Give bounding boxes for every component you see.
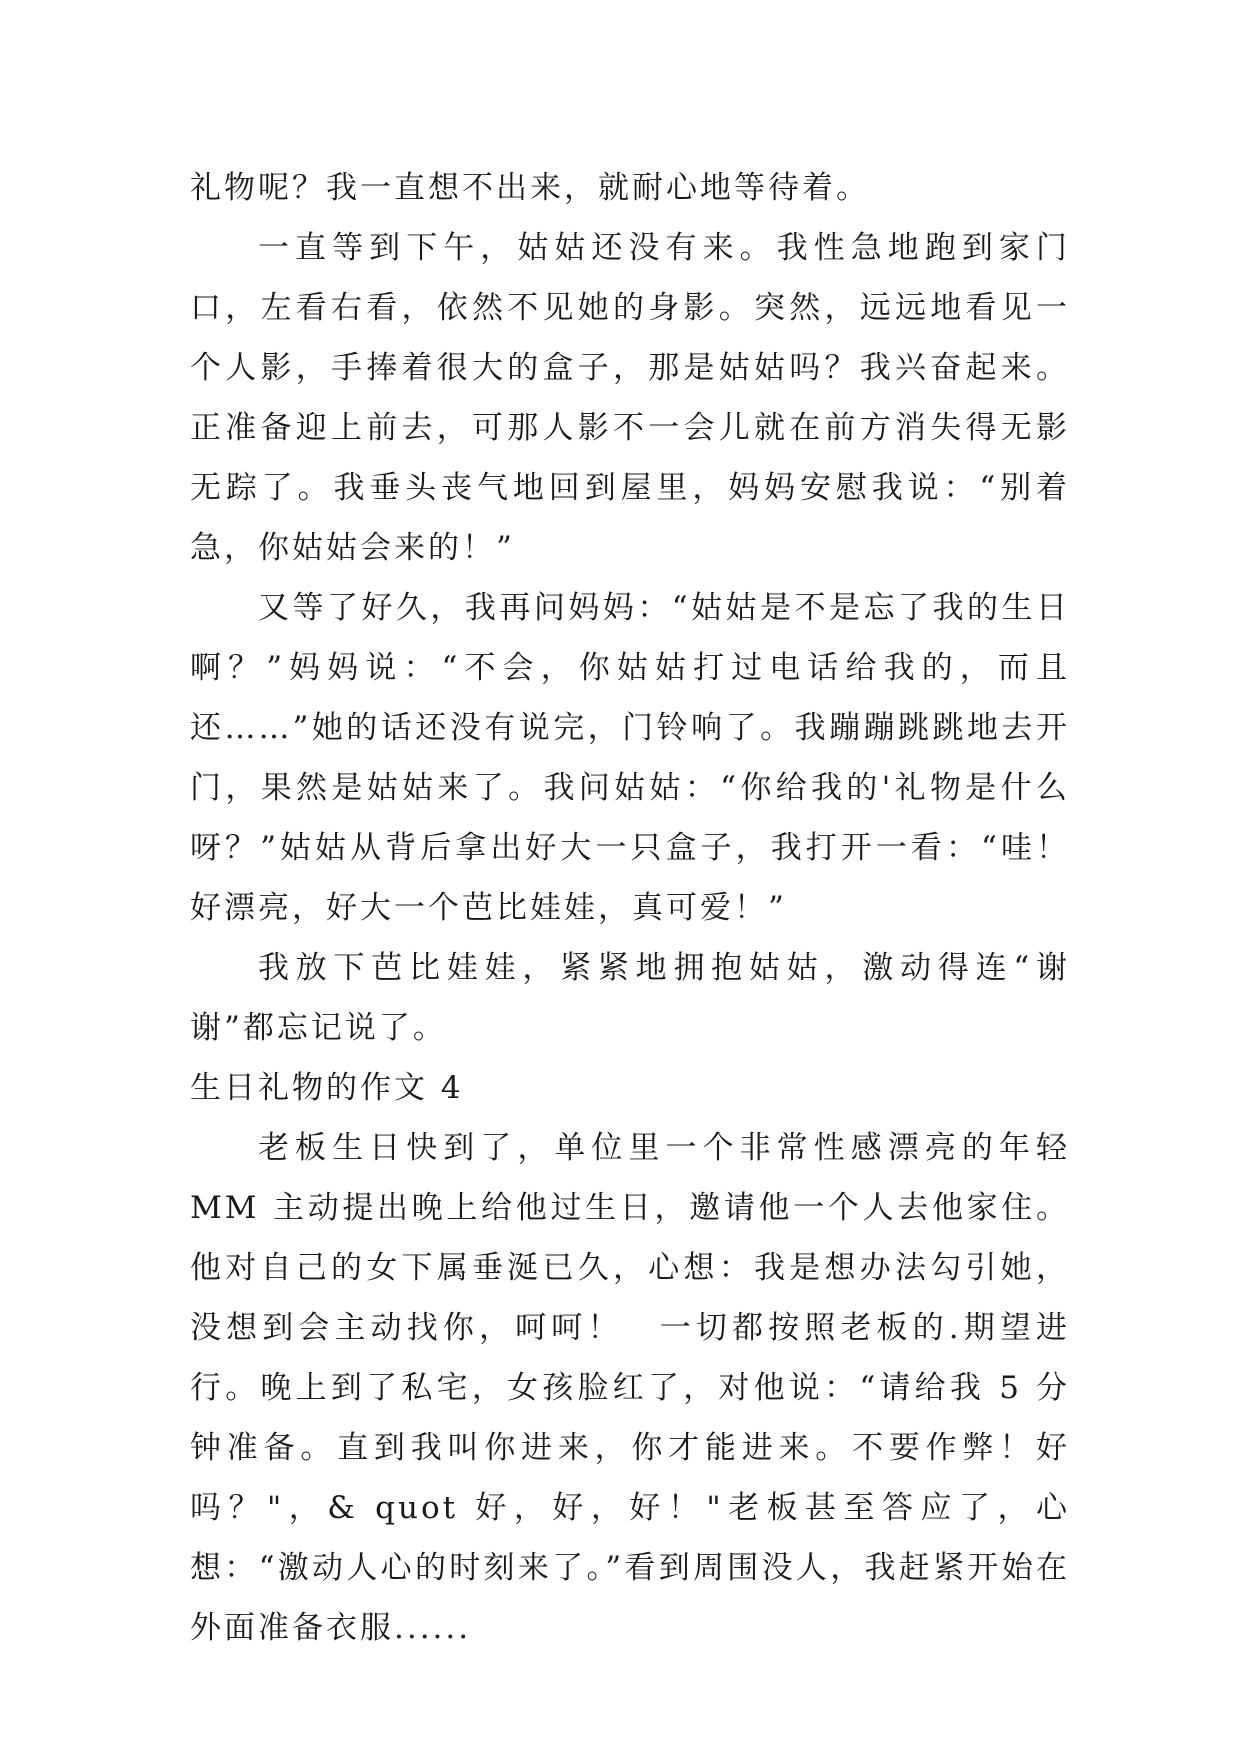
document-body <box>190 158 1070 1658</box>
section-heading: 生日礼物的作文 4 <box>190 1070 464 1106</box>
paragraph-hug: 我放下芭比娃娃，紧紧地拥抱姑姑，激动得连“谢谢”都忘记说了。 <box>190 950 1070 1046</box>
paragraph-boss-story: 老板生日快到了，单位里一个非常性感漂亮的年轻 MM 主动提出晚上给他过生日，邀请他一个人去他家住。他对自己的女下属垂涎已久，心想：我是想办法勾引她，没想到会主动找你，呵呵！ 一切都按照老板的.期望进行。晚上到了私宅，女孩脸红了，对他说：“请给我 5 分钟准备。直到我叫你进来，你才能进来。不要作弊！好吗？"，& quot 好，好，好！"老板甚至答应了，心想：“激动人心的时刻来了。”看到周围没人，我赶紧开始在外面准备衣服...... <box>190 1130 1070 1646</box>
paragraph-waiting: 一直等到下午，姑姑还没有来。我性急地跑到家门口，左看右看，依然不见她的身影。突然，远远地看见一个人影，手捧着很大的盒子，那是姑姑吗？我兴奋起来。正准备迎上前去，可那人影不一会儿就在前方消失得无影无踪了。我垂头丧气地回到屋里，妈妈安慰我说：“别着急，你姑姑会来的！” <box>190 230 1070 566</box>
paragraph-continuation: 礼物呢？我一直想不出来，就耐心地等待着。 <box>190 170 870 206</box>
paragraph-doorbell: 又等了好久，我再问妈妈：“姑姑是不是忘了我的生日啊？”妈妈说：“不会，你姑姑打过电话给我的，而且还……”她的话还没有说完，门铃响了。我蹦蹦跳跳地去开门，果然是姑姑来了。我问姑姑：“你给我的'礼物是什么呀？”姑姑从背后拿出好大一只盒子，我打开一看：“哇！好漂亮，好大一个芭比娃娃，真可爱！” <box>190 590 1070 926</box>
